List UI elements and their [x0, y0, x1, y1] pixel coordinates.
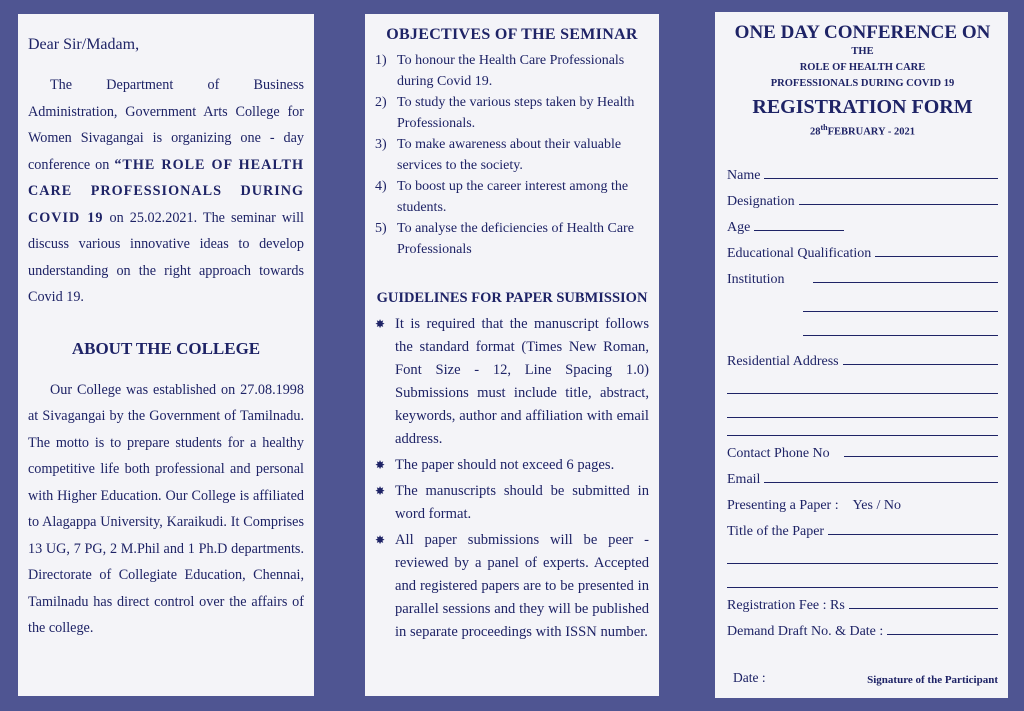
date-month-year: FEBRUARY - 2021 — [827, 126, 915, 138]
conference-title-text: “THE ROLE OF HEALTH CARE PROFESSIONALS DURING COVID 19 — [28, 156, 305, 226]
star-bullet-icon: ✸ — [375, 458, 386, 472]
address-field[interactable] — [727, 344, 998, 370]
phone-label: Contact Phone No — [727, 445, 830, 461]
item-number: 4) — [375, 179, 387, 194]
age-label: Age — [727, 219, 751, 235]
email-field[interactable] — [727, 462, 998, 488]
list-item — [375, 454, 649, 477]
qualification-label: Educational Qualification — [727, 245, 872, 261]
title-line[interactable] — [828, 534, 998, 535]
list-item — [375, 134, 649, 176]
registration-panel — [715, 12, 1008, 698]
item-number: 2) — [375, 95, 387, 110]
intro-panel — [18, 14, 314, 696]
presenting-options[interactable]: Yes / No — [852, 497, 901, 513]
presenting-field[interactable] — [727, 488, 998, 514]
qualification-field[interactable] — [727, 236, 998, 262]
fee-line[interactable] — [849, 608, 998, 609]
guidelines-heading: GUIDELINES FOR PAPER SUBMISSION — [376, 290, 648, 306]
institution-field[interactable] — [727, 262, 998, 288]
star-bullet-icon: ✸ — [375, 484, 386, 498]
topic-the: THE — [851, 46, 874, 57]
guidelines-list — [375, 313, 649, 644]
dd-label: Demand Draft No. & Date : — [727, 623, 884, 639]
star-bullet-icon: ✸ — [375, 533, 386, 547]
item-text: It is required that the manuscript follows the standard format (Times New Roman, Font Size - 12, Line Spacing 1.0) Submissions must include title, abstract, keywords, author and affiliation with email address. — [395, 316, 649, 447]
topic-line-2: PROFESSIONALS DURING COVID 19 — [770, 78, 955, 89]
item-text: To boost up the career interest among the students. — [397, 179, 629, 215]
address-line-2[interactable] — [727, 370, 998, 394]
address-label: Residential Address — [727, 353, 839, 369]
name-field[interactable] — [727, 158, 998, 184]
designation-line[interactable] — [799, 204, 998, 205]
item-text: To study the various steps taken by Health Professionals. — [397, 95, 635, 131]
fee-label: Registration Fee : Rs — [727, 597, 845, 613]
title-label: Title of the Paper — [727, 523, 825, 539]
objectives-panel — [365, 14, 659, 696]
item-text: To analyse the deficiencies of Health Care Professionals — [397, 221, 634, 257]
phone-field[interactable] — [727, 436, 998, 462]
name-label: Name — [727, 167, 761, 183]
item-text: To honour the Health Care Professionals during Covid 19. — [397, 53, 625, 89]
item-text: The paper should not exceed 6 pages. — [395, 457, 615, 473]
presenting-label: Presenting a Paper : — [727, 497, 839, 513]
star-bullet-icon: ✸ — [375, 317, 386, 331]
fee-field[interactable] — [727, 588, 998, 614]
intro-rest-text: on 25.02.2021. The seminar will discuss various innovative ideas to develop understanding on the right approach towards Covid 19. — [28, 209, 304, 305]
greeting: Dear Sir/Madam, — [28, 36, 140, 53]
item-number: 5) — [375, 221, 387, 236]
institution-line-2[interactable] — [803, 288, 998, 312]
institution-line-3[interactable] — [803, 312, 998, 336]
intro-paragraph — [28, 72, 304, 311]
about-heading: ABOUT THE COLLEGE — [71, 338, 261, 358]
signature-row — [733, 670, 998, 686]
title-line-2[interactable] — [727, 540, 998, 564]
conference-date — [727, 123, 998, 138]
designation-label: Designation — [727, 193, 795, 209]
phone-line[interactable] — [844, 456, 998, 457]
intro-text: The Department of Business Administration, Government Arts College for Women Sivagangai is organizing one - day conference on — [28, 77, 304, 173]
topic-line-1: ROLE OF HEALTH CARE — [799, 62, 926, 73]
dd-line[interactable] — [887, 634, 998, 635]
age-field[interactable] — [727, 210, 998, 236]
date-label: Date : — [733, 670, 766, 685]
conference-heading: ONE DAY CONFERENCE ON — [734, 22, 991, 43]
objectives-heading: OBJECTIVES OF THE SEMINAR — [386, 26, 638, 43]
designation-field[interactable] — [727, 184, 998, 210]
form-heading: REGISTRATION FORM — [752, 96, 973, 118]
name-line[interactable] — [764, 178, 998, 179]
objectives-list — [375, 50, 649, 260]
address-line-4[interactable] — [727, 418, 998, 436]
qualification-line[interactable] — [875, 256, 998, 257]
list-item — [375, 92, 649, 134]
date-day: 28 — [810, 126, 821, 138]
item-text: All paper submissions will be peer - reviewed by a panel of experts. Accepted and registered papers are to be presented in parallel sessions and they will be published in separate proceedings with ISSN number. — [395, 532, 649, 640]
title-field[interactable] — [727, 514, 998, 540]
item-number: 1) — [375, 53, 387, 68]
list-item — [375, 176, 649, 218]
dd-field[interactable] — [727, 614, 998, 640]
email-line[interactable] — [764, 482, 998, 483]
age-line[interactable] — [754, 230, 844, 231]
institution-line[interactable] — [813, 282, 998, 283]
item-text: To make awareness about their valuable services to the society. — [397, 137, 622, 173]
email-label: Email — [727, 471, 761, 487]
address-line[interactable] — [843, 364, 998, 365]
title-line-3[interactable] — [727, 564, 998, 588]
item-number: 3) — [375, 137, 387, 152]
address-line-3[interactable] — [727, 394, 998, 418]
date-suffix: th — [820, 123, 828, 132]
list-item — [375, 480, 649, 526]
list-item — [375, 50, 649, 92]
list-item — [375, 529, 649, 644]
signature-label: Signature of the Participant — [867, 674, 998, 686]
about-paragraph: Our College was established on 27.08.1998 at Sivagangai by the Government of Tamilnadu. The motto is to prepare students for a healthy competitive life both professional and personal with Higher Education. Our College is affiliated to Alagappa University, Karaikudi. It Comprises 13 UG, 7 PG, 2 M.Phil and 1 Ph.D departments. Directorate of Collegiate Education, Chennai, Tamilnadu has direct control over the affairs of the college. — [28, 381, 304, 636]
list-item — [375, 218, 649, 260]
item-text: The manuscripts should be submitted in word format. — [395, 483, 649, 522]
institution-label: Institution — [727, 271, 785, 287]
list-item — [375, 313, 649, 451]
